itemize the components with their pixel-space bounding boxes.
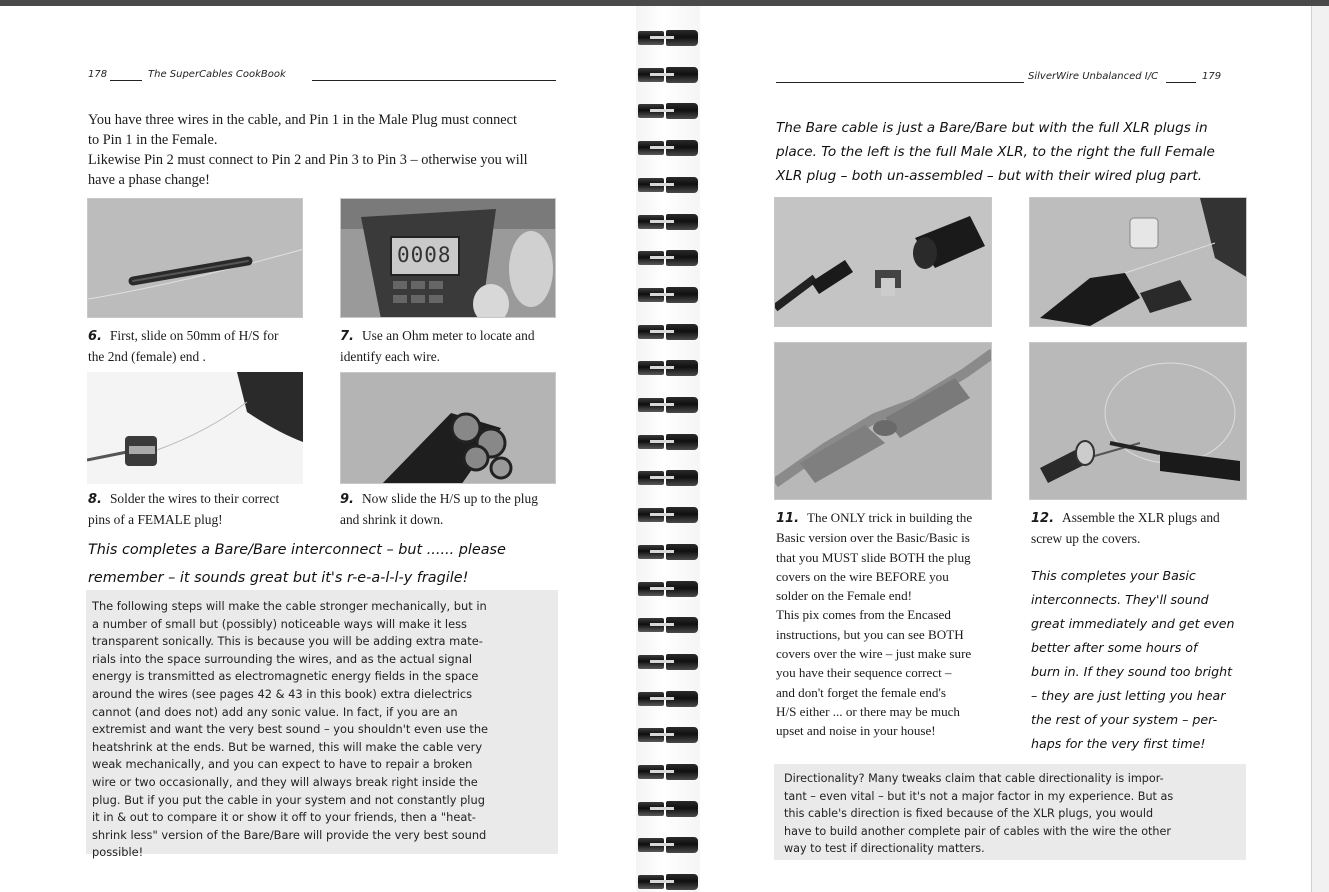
binding-coil [636, 395, 704, 415]
binding-coil [636, 212, 704, 232]
header-rule [312, 80, 556, 81]
photo-ohm-meter [340, 198, 556, 318]
step-8-caption: 8. Solder the wires to their correct pins of a FEMALE plug! [88, 491, 280, 527]
photo-male-xlr-unassembled [774, 197, 992, 327]
left-page-number: 178 [88, 69, 108, 80]
binding-coil [636, 652, 704, 672]
binding-coil [636, 505, 704, 525]
binding-coil [636, 322, 704, 342]
right-running-title: SilverWire Unbalanced I/C [1028, 71, 1159, 82]
right-handwritten-note: This completes your Basic interconnects. They'll sound great immediately and get even better after some hours of burn in. If they sound too bright – they are just letting you hear the rest of your system – per- haps for the very first time! [1031, 568, 1235, 751]
step-12-caption: 12. Assemble the XLR plugs and screw up the covers. [1031, 510, 1220, 546]
meter-display: 0008 [397, 243, 452, 267]
left-handwritten-note: This completes a Bare/Bare interconnect – but ...... please remember – it sounds great but it's r-e-a-l-l-y fragile! [88, 542, 506, 586]
binding-coil [636, 725, 704, 745]
header-rule [1166, 82, 1196, 83]
binding-coil [636, 835, 704, 855]
right-note-box: Directionality? Many tweaks claim that cable directionality is impor- tant – even vital – but it's not a major factor in my experience. But as this cable's direction is fixed because of the XLR plugs, you would have to build another complete pair of cables with the wire the other way to test if directionality matters. [774, 764, 1246, 860]
photo-heatshrink-on-wire [87, 198, 303, 318]
binding-coil [636, 762, 704, 782]
right-page-number: 179 [1202, 71, 1222, 82]
left-running-title: The SuperCables CookBook [148, 69, 286, 80]
step-6-caption: 6. First, slide on 50mm of H/S for the 2nd (female) end . [88, 328, 279, 364]
spiral-binding [636, 6, 704, 892]
left-intro-text: You have three wires in the cable, and Pin 1 in the Male Plug must connect to Pin 1 in the Female. Likewise Pin 2 must connect to Pin 2 and Pin 3 to Pin 3 – otherwise you will have a phase change! [88, 112, 528, 188]
binding-coil [636, 615, 704, 635]
photo-assembled-xlr-plugs [1029, 342, 1247, 500]
binding-coil [636, 358, 704, 378]
photo-heatshrink-to-plug [340, 372, 556, 484]
header-rule [110, 80, 142, 81]
left-note-box: The following steps will make the cable stronger mechanically, but in a number of small but (possibly) noticeable ways will make it less transparent sonically. This is because you will be adding extra mate- rials into the space surrounding the wires, and as the actual signal energy is transmitted as electromagnetic energy fields in the space around the wires (see pages 42 & 43 in this book) extra dielectrics cannot (and does not) add any sonic value. In fact, if you are an extremist and want the very best sound – you shouldn't even use the heatshrink at the ends. But be warned, this will make the cable very weak mechanically, and you can expect to have to repair a broken wire or two occasionally, and they will always break right inside the plug. But if you put the cable in your system and not constantly plug it in & out to compare it or show it off to your friends, then a "heat- shrink less" version of the Bare/Bare will provide the very best sound possible! [86, 590, 558, 854]
binding-coil [636, 872, 704, 892]
binding-coil [636, 285, 704, 305]
binding-coil [636, 175, 704, 195]
step-9-caption: 9. Now slide the H/S up to the plug and shrink it down. [340, 491, 538, 527]
binding-coil [636, 248, 704, 268]
step-7-caption: 7. Use an Ohm meter to locate and identify each wire. [340, 328, 535, 364]
binding-coil [636, 28, 704, 48]
binding-coil [636, 689, 704, 709]
binding-coil [636, 432, 704, 452]
binding-coil [636, 468, 704, 488]
photo-female-xlr-unassembled [1029, 197, 1247, 327]
binding-coil [636, 799, 704, 819]
step-11-caption: 11. The ONLY trick in building the Basic version over the Basic/Basic is that you MUST slide BOTH the plug covers on the wire BEFORE you solder on the Female end! This pix comes from the Encased instructions, but you can see BOTH covers over the wire – just make sure you have their sequence correct – and don't forget the female end's H/S either ... or there may be much upset and noise in your house! [776, 510, 973, 739]
binding-coil [636, 101, 704, 121]
binding-coil [636, 542, 704, 562]
binding-coil [636, 579, 704, 599]
right-intro-handwritten: The Bare cable is just a Bare/Bare but with the full XLR plugs in place. To the left is the full Male XLR, to the right the full Female XLR plug – both un-assembled – but with their wired plug part. [776, 120, 1215, 184]
binding-coil [636, 138, 704, 158]
scanner-right-edge [1311, 6, 1329, 892]
header-rule [776, 82, 1024, 83]
binding-coil [636, 65, 704, 85]
photo-solder-female-plug [87, 372, 303, 484]
photo-covers-on-wire [774, 342, 992, 500]
